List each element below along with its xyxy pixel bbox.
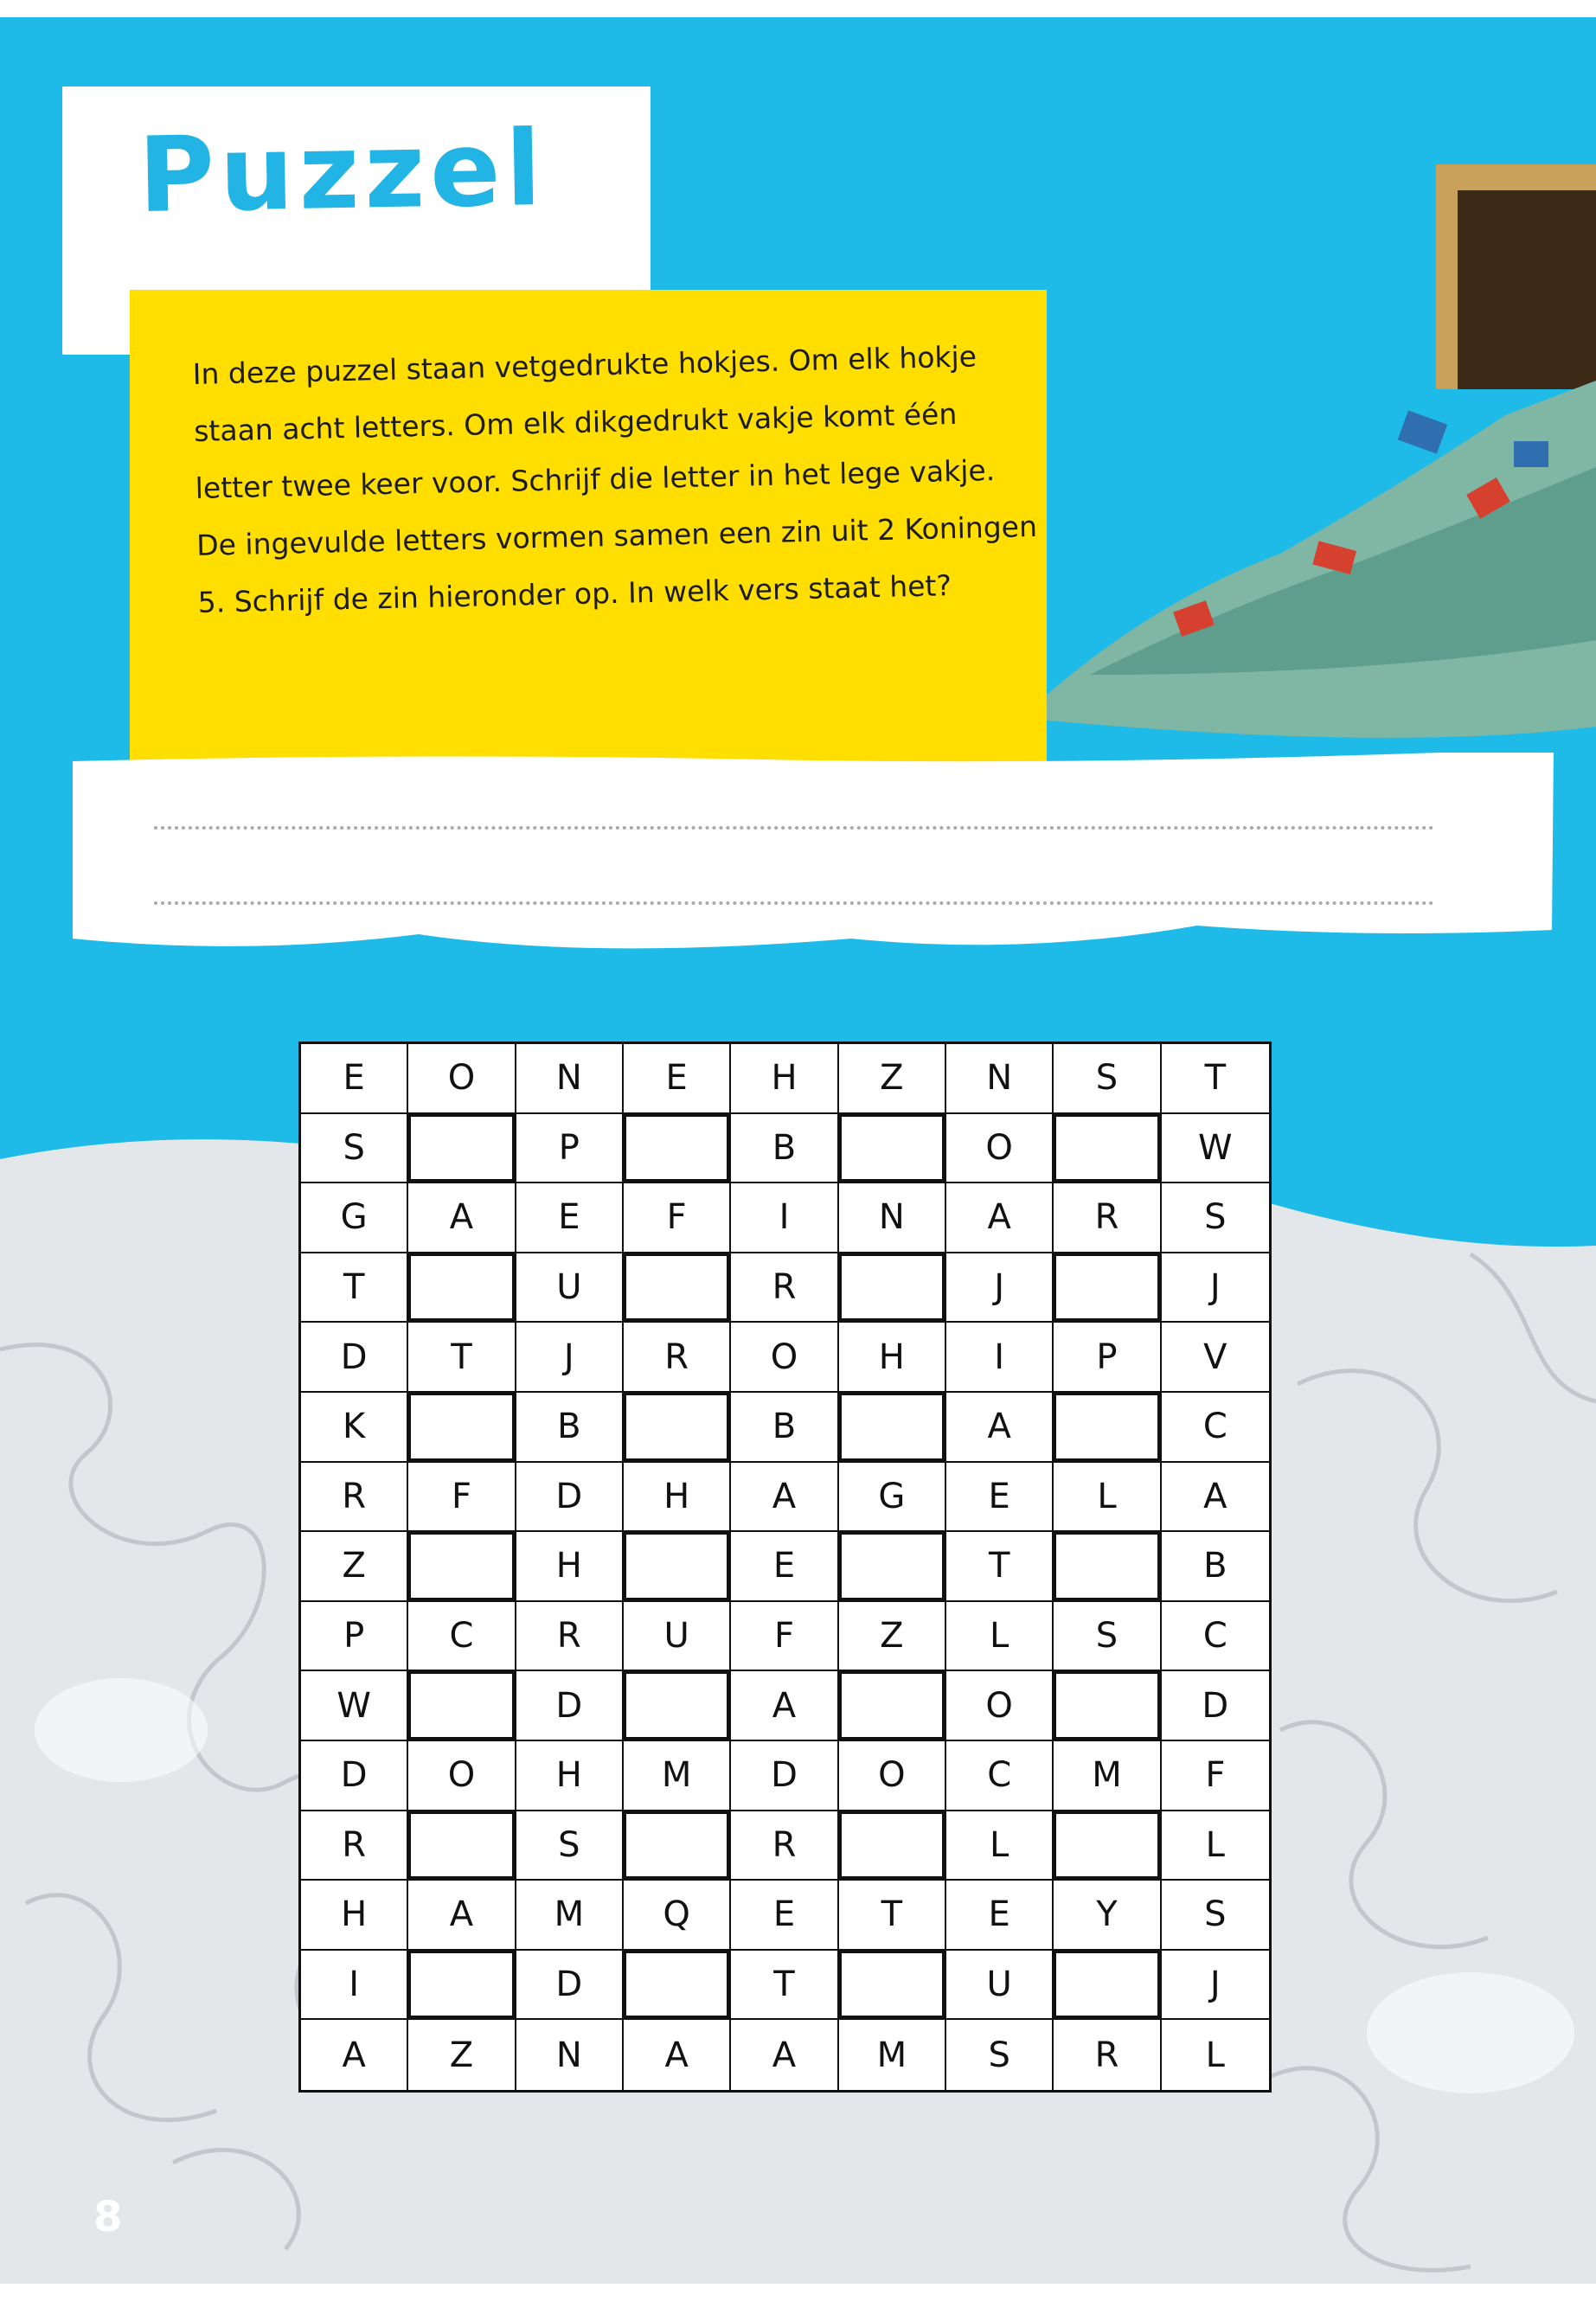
- letter-cell: M: [1054, 1741, 1161, 1811]
- letter-cell: J: [946, 1253, 1054, 1324]
- letter-cell: A: [946, 1183, 1054, 1253]
- answer-cell[interactable]: [408, 1393, 516, 1463]
- letter-cell: D: [301, 1323, 408, 1393]
- letter-cell: S: [1162, 1881, 1269, 1951]
- letter-cell: H: [731, 1044, 838, 1114]
- answer-cell[interactable]: [624, 1951, 731, 2021]
- letter-grid: [298, 1042, 1272, 2093]
- letter-cell: L: [946, 1602, 1054, 1672]
- letter-cell: S: [1054, 1044, 1161, 1114]
- answer-cell[interactable]: [839, 1671, 946, 1741]
- letter-cell: A: [624, 2020, 731, 2090]
- letter-cell: A: [731, 1671, 838, 1741]
- letter-cell: T: [946, 1532, 1054, 1602]
- letter-cell: I: [301, 1951, 408, 2021]
- letter-cell: D: [516, 1951, 624, 2021]
- letter-cell: V: [1162, 1323, 1269, 1393]
- letter-cell: T: [408, 1323, 516, 1393]
- answer-cell[interactable]: [408, 1671, 516, 1741]
- letter-cell: E: [731, 1881, 838, 1951]
- letter-cell: H: [301, 1881, 408, 1951]
- letter-cell: P: [301, 1602, 408, 1672]
- letter-cell: M: [624, 1741, 731, 1811]
- letter-cell: Q: [624, 1881, 731, 1951]
- answer-area: [73, 753, 1554, 969]
- letter-cell: B: [731, 1114, 838, 1184]
- letter-cell: R: [301, 1463, 408, 1533]
- answer-cell[interactable]: [1054, 1532, 1161, 1602]
- letter-cell: J: [516, 1323, 624, 1393]
- answer-cell[interactable]: [839, 1532, 946, 1602]
- letter-cell: B: [1162, 1532, 1269, 1602]
- letter-cell: C: [946, 1741, 1054, 1811]
- answer-cell[interactable]: [624, 1393, 731, 1463]
- letter-cell: M: [516, 1881, 624, 1951]
- answer-cell[interactable]: [839, 1811, 946, 1881]
- answer-cell[interactable]: [408, 1532, 516, 1602]
- letter-cell: M: [839, 2020, 946, 2090]
- letter-cell: E: [301, 1044, 408, 1114]
- letter-cell: O: [408, 1741, 516, 1811]
- letter-cell: P: [1054, 1323, 1161, 1393]
- instruction-text: In deze puzzel staan vetgedrukte hokjes. Om elk hokje staan acht letters. Om elk dikgedrukt vakje komt één letter twee keer voor. Schrijf die letter in het lege vakje. De ingevulde letters vormen samen een zin uit 2 Koningen 5. Schrijf de zin hieronder op. In welk vers staat het?: [192, 339, 1038, 619]
- letter-cell: O: [408, 1044, 516, 1114]
- letter-cell: D: [1162, 1671, 1269, 1741]
- answer-cell[interactable]: [408, 1114, 516, 1184]
- letter-cell: A: [731, 2020, 838, 2090]
- answer-cell[interactable]: [839, 1393, 946, 1463]
- letter-cell: O: [946, 1671, 1054, 1741]
- letter-cell: A: [408, 1881, 516, 1951]
- letter-cell: F: [624, 1183, 731, 1253]
- letter-cell: S: [516, 1811, 624, 1881]
- letter-cell: S: [1054, 1602, 1161, 1672]
- letter-cell: I: [946, 1323, 1054, 1393]
- letter-cell: Z: [839, 1602, 946, 1672]
- answer-cell[interactable]: [408, 1253, 516, 1324]
- letter-cell: E: [946, 1881, 1054, 1951]
- letter-cell: L: [1162, 1811, 1269, 1881]
- letter-cell: D: [516, 1463, 624, 1533]
- answer-cell[interactable]: [839, 1114, 946, 1184]
- letter-cell: N: [946, 1044, 1054, 1114]
- letter-cell: T: [731, 1951, 838, 2021]
- letter-cell: R: [516, 1602, 624, 1672]
- letter-cell: U: [624, 1602, 731, 1672]
- answer-cell[interactable]: [624, 1253, 731, 1324]
- letter-cell: A: [731, 1463, 838, 1533]
- letter-cell: A: [301, 2020, 408, 2090]
- letter-cell: W: [301, 1671, 408, 1741]
- letter-cell: R: [731, 1811, 838, 1881]
- letter-cell: A: [946, 1393, 1054, 1463]
- letter-cell: C: [1162, 1602, 1269, 1672]
- letter-cell: K: [301, 1393, 408, 1463]
- page-title: Puzzel: [137, 108, 548, 237]
- letter-cell: S: [1162, 1183, 1269, 1253]
- letter-cell: L: [946, 1811, 1054, 1881]
- letter-cell: F: [731, 1602, 838, 1672]
- letter-cell: U: [516, 1253, 624, 1324]
- letter-cell: E: [946, 1463, 1054, 1533]
- letter-cell: D: [516, 1671, 624, 1741]
- letter-cell: H: [516, 1532, 624, 1602]
- letter-cell: T: [839, 1881, 946, 1951]
- letter-cell: L: [1054, 1463, 1161, 1533]
- letter-cell: Y: [1054, 1881, 1161, 1951]
- letter-cell: I: [731, 1183, 838, 1253]
- answer-cell[interactable]: [624, 1114, 731, 1184]
- letter-cell: S: [301, 1114, 408, 1184]
- letter-cell: D: [731, 1741, 838, 1811]
- letter-cell: J: [1162, 1253, 1269, 1324]
- letter-cell: G: [839, 1463, 946, 1533]
- letter-cell: N: [839, 1183, 946, 1253]
- answer-cell[interactable]: [408, 1951, 516, 2021]
- letter-cell: A: [408, 1183, 516, 1253]
- letter-cell: N: [516, 2020, 624, 2090]
- letter-cell: R: [1054, 1183, 1161, 1253]
- answer-line-2[interactable]: [154, 901, 1434, 905]
- letter-cell: H: [624, 1463, 731, 1533]
- letter-cell: O: [731, 1323, 838, 1393]
- page-number: 8: [93, 2193, 123, 2241]
- answer-cell[interactable]: [1054, 1951, 1161, 2021]
- letter-cell: B: [731, 1393, 838, 1463]
- letter-cell: E: [731, 1532, 838, 1602]
- letter-cell: H: [839, 1323, 946, 1393]
- letter-cell: T: [301, 1253, 408, 1324]
- letter-cell: Z: [408, 2020, 516, 2090]
- answer-cell[interactable]: [839, 1951, 946, 2021]
- answer-cell[interactable]: [1054, 1393, 1161, 1463]
- letter-cell: C: [1162, 1393, 1269, 1463]
- letter-cell: L: [1205, 2035, 1225, 2075]
- letter-cell: H: [516, 1741, 624, 1811]
- letter-cell: E: [624, 1044, 731, 1114]
- letter-cell: A: [1162, 1463, 1269, 1533]
- letter-cell: J: [1162, 1951, 1269, 2021]
- answer-cell[interactable]: [624, 1532, 731, 1602]
- letter-cell: F: [408, 1463, 516, 1533]
- letter-cell: R: [301, 1811, 408, 1881]
- answer-cell[interactable]: [839, 1253, 946, 1324]
- letter-cell: F: [1162, 1741, 1269, 1811]
- letter-cell: G: [301, 1183, 408, 1253]
- answer-cell[interactable]: [1054, 1811, 1161, 1881]
- letter-cell: R: [731, 1253, 838, 1324]
- letter-cell: R: [624, 1323, 731, 1393]
- answer-cell[interactable]: [1054, 1253, 1161, 1324]
- letter-cell: N: [516, 1044, 624, 1114]
- letter-cell: Z: [839, 1044, 946, 1114]
- jigsaw-pieces-image: [952, 156, 1596, 761]
- letter-cell: W: [1162, 1114, 1269, 1184]
- letter-cell: Z: [301, 1532, 408, 1602]
- letter-cell: R: [1054, 2020, 1161, 2090]
- letter-cell: O: [946, 1114, 1054, 1184]
- letter-cell: B: [516, 1393, 624, 1463]
- answer-cell[interactable]: [1054, 1671, 1161, 1741]
- answer-cell[interactable]: [408, 1811, 516, 1881]
- letter-cell: P: [516, 1114, 624, 1184]
- letter-cell: C: [408, 1602, 516, 1672]
- answer-cell[interactable]: [1054, 1114, 1161, 1184]
- answer-cell[interactable]: [624, 1671, 731, 1741]
- letter-cell: S: [946, 2020, 1054, 2090]
- answer-line-1[interactable]: [154, 826, 1434, 830]
- answer-cell[interactable]: [624, 1811, 731, 1881]
- letter-cell: D: [301, 1741, 408, 1811]
- letter-cell: E: [516, 1183, 624, 1253]
- letter-cell: T: [1162, 1044, 1269, 1114]
- letter-cell: U: [946, 1951, 1054, 2021]
- letter-cell: O: [839, 1741, 946, 1811]
